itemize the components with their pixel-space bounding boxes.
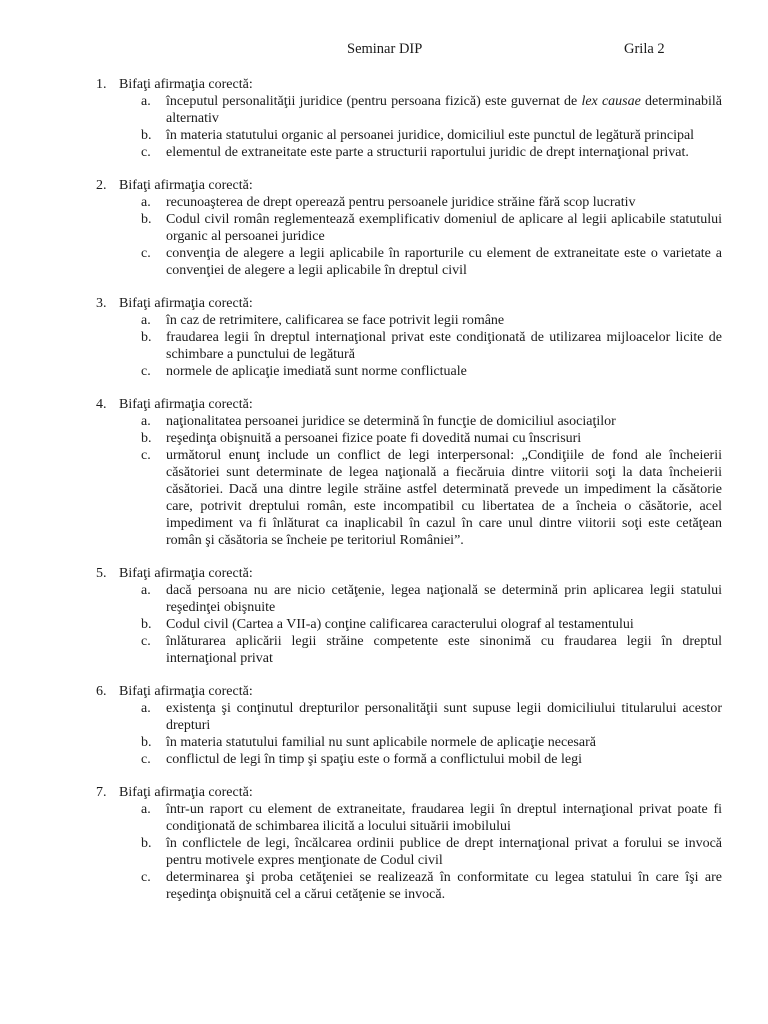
option-letter: b. bbox=[141, 128, 152, 143]
option-letter: a. bbox=[141, 414, 151, 429]
option-letter: c. bbox=[141, 448, 151, 463]
option-text: în caz de retrimitere, calificarea se face potrivit legii române bbox=[166, 313, 505, 328]
option-c bbox=[0, 869, 768, 903]
option-b bbox=[0, 329, 768, 363]
option-letter: b. bbox=[141, 330, 152, 345]
question-6 bbox=[0, 683, 768, 768]
option-text: într-un raport cu element de extraneitate, fraudarea legii în dreptul internaţional privat poate fi condiţionată de schimbarea ilicită a locului situării imobilului bbox=[166, 802, 722, 834]
option-b bbox=[0, 835, 768, 869]
option-text: fraudarea legii în dreptul internaţional privat este condiţionată de utilizarea mijloacelor licite de schimbare a punctului de legătură bbox=[166, 330, 722, 362]
option-a bbox=[0, 93, 768, 127]
question-prompt: Bifaţi afirmaţia corectă: bbox=[119, 178, 253, 193]
option-a bbox=[0, 582, 768, 616]
option-a bbox=[0, 700, 768, 734]
option-text: în materia statutului familial nu sunt aplicabile normele de aplicaţie necesară bbox=[166, 735, 596, 750]
option-letter: c. bbox=[141, 145, 151, 160]
question-number: 3. bbox=[96, 296, 107, 311]
question-prompt: Bifaţi afirmaţia corectă: bbox=[119, 785, 253, 800]
question-number: 5. bbox=[96, 566, 107, 581]
option-text: recunoaşterea de drept operează pentru persoanele juridice străine fără scop lucrativ bbox=[166, 195, 636, 210]
option-text: conflictul de legi în timp şi spaţiu este o formă a conflictului mobil de legi bbox=[166, 752, 583, 767]
question-prompt: Bifaţi afirmaţia corectă: bbox=[119, 566, 253, 581]
question-number: 6. bbox=[96, 684, 107, 699]
option-c bbox=[0, 144, 768, 161]
option-letter: a. bbox=[141, 313, 151, 328]
option-c bbox=[0, 245, 768, 279]
question-1 bbox=[0, 76, 768, 161]
question-number: 4. bbox=[96, 397, 107, 412]
option-letter: a. bbox=[141, 195, 151, 210]
option-b bbox=[0, 430, 768, 447]
option-text: Codul civil (Cartea a VII-a) conţine calificarea caracterului olograf al testamentului bbox=[166, 617, 634, 632]
question-prompt: Bifaţi afirmaţia corectă: bbox=[119, 397, 253, 412]
option-letter: c. bbox=[141, 870, 151, 885]
option-text: în materia statutului organic al persoanei juridice, domiciliul este punctul de legătură principal bbox=[166, 128, 695, 143]
option-c bbox=[0, 751, 768, 768]
option-letter: c. bbox=[141, 364, 151, 379]
option-a bbox=[0, 413, 768, 430]
page-header bbox=[0, 41, 768, 61]
option-text: începutul personalităţii juridice (pentru persoana fizică) este guvernat de lex causae determinabilă alternativ bbox=[166, 94, 722, 126]
option-letter: b. bbox=[141, 212, 152, 227]
option-text: elementul de extraneitate este parte a structurii raportului juridic de drept internaţional privat. bbox=[166, 145, 689, 160]
question-7 bbox=[0, 784, 768, 903]
question-prompt: Bifaţi afirmaţia corectă: bbox=[119, 684, 253, 699]
option-letter: b. bbox=[141, 617, 152, 632]
question-number: 2. bbox=[96, 178, 107, 193]
question-4 bbox=[0, 396, 768, 549]
option-letter: c. bbox=[141, 634, 151, 649]
question-number: 1. bbox=[96, 77, 107, 92]
option-text: reşedinţa obişnuită a persoanei fizice poate fi dovedită numai cu înscrisuri bbox=[166, 431, 582, 446]
option-b bbox=[0, 616, 768, 633]
option-c bbox=[0, 633, 768, 667]
option-letter: b. bbox=[141, 431, 152, 446]
question-list bbox=[0, 76, 768, 919]
option-a bbox=[0, 194, 768, 211]
option-c bbox=[0, 447, 768, 549]
option-letter: a. bbox=[141, 94, 151, 109]
option-letter: c. bbox=[141, 246, 151, 261]
option-letter: b. bbox=[141, 735, 152, 750]
option-a bbox=[0, 801, 768, 835]
option-text: următorul enunţ include un conflict de legi interpersonal: „Condiţiile de fond ale încheierii căsătoriei sunt determinate de legea naţională a fiecăruia dintre viitorii soţi la data încheierii căsătoriei. Dacă una dintre legile străine astfel determinată prevede un impediment la căsătorie care, potrivit dreptului român, este incompatibil cu libertatea de a încheia o căsătorie, acel impediment va fi înlăturat ca inaplicabil în cazul în care unul dintre viitorii soţi este cetăţean român şi căsătoria se încheie pe teritoriul României”. bbox=[166, 448, 722, 548]
option-text: Codul civil român reglementează exemplificativ domeniul de aplicare al legii aplicabile statutului organic al persoanei juridice bbox=[166, 212, 722, 244]
option-text: normele de aplicaţie imediată sunt norme conflictuale bbox=[166, 364, 467, 379]
document-title: Seminar DIP bbox=[347, 41, 423, 57]
question-2 bbox=[0, 177, 768, 279]
option-text: dacă persoana nu are nicio cetăţenie, legea naţională se determină prin aplicarea legii statului reşedinţei obişnuite bbox=[166, 583, 722, 615]
option-b bbox=[0, 127, 768, 144]
option-letter: a. bbox=[141, 701, 151, 716]
option-text: naţionalitatea persoanei juridice se determină în funcţie de domiciliul asociaţilor bbox=[166, 414, 616, 429]
question-prompt: Bifaţi afirmaţia corectă: bbox=[119, 296, 253, 311]
option-text: înlăturarea aplicării legii străine competente este sinonimă cu fraudarea legii în dreptul internaţional privat bbox=[166, 634, 722, 666]
option-letter: c. bbox=[141, 752, 151, 767]
option-letter: a. bbox=[141, 802, 151, 817]
question-number: 7. bbox=[96, 785, 107, 800]
question-3 bbox=[0, 295, 768, 380]
italic-term: lex causae bbox=[581, 94, 641, 109]
option-b bbox=[0, 734, 768, 751]
option-text: determinarea şi proba cetăţeniei se realizează în conformitate cu legea statului în care îşi are reşedinţa obişnuită cel a cărui cetăţenie se invocă. bbox=[166, 870, 722, 902]
option-c bbox=[0, 363, 768, 380]
option-letter: a. bbox=[141, 583, 151, 598]
grila-label: Grila 2 bbox=[624, 41, 665, 57]
option-a bbox=[0, 312, 768, 329]
question-prompt: Bifaţi afirmaţia corectă: bbox=[119, 77, 253, 92]
option-text: convenţia de alegere a legii aplicabile în raporturile cu element de extraneitate este o varietate a convenţiei de alegere a legii aplicabile în dreptul civil bbox=[166, 246, 722, 278]
option-b bbox=[0, 211, 768, 245]
option-text: existenţa şi conţinutul drepturilor personalităţii sunt supuse legii domiciliului titularului acestor drepturi bbox=[166, 701, 722, 733]
option-text: în conflictele de legi, încălcarea ordinii publice de drept internaţional privat a forului se invocă pentru motivele expres menţionate de Codul civil bbox=[166, 836, 722, 868]
option-letter: b. bbox=[141, 836, 152, 851]
question-5 bbox=[0, 565, 768, 667]
